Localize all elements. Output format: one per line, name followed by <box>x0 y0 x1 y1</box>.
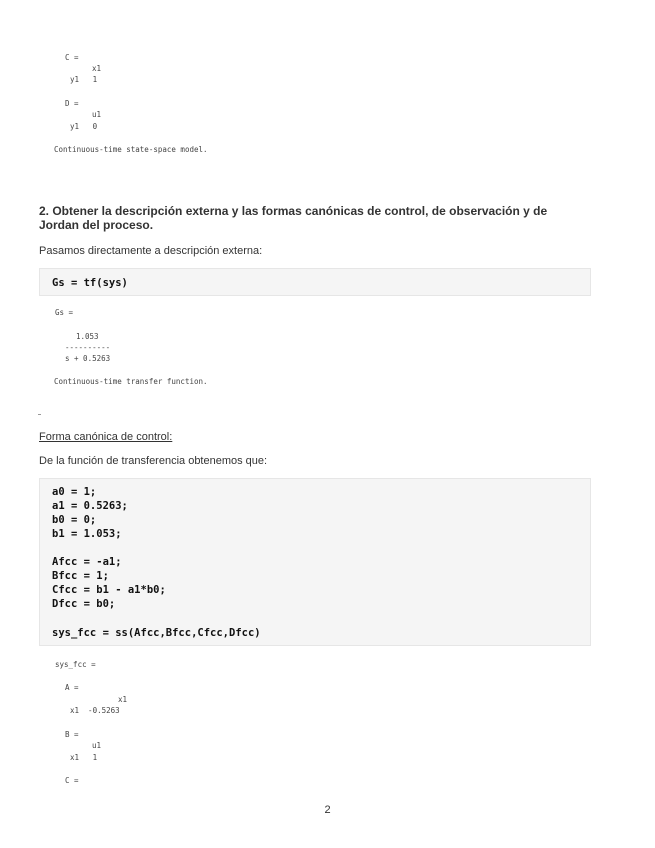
code-line: a1 = 0.5263; <box>52 500 128 512</box>
b-matrix-row: x1 1 <box>70 753 98 762</box>
code-block-control-form <box>39 478 591 646</box>
d-matrix-column-header: u1 <box>92 110 102 119</box>
sys-fcc-label: sys_fcc = <box>55 660 96 669</box>
code-line: b0 = 0; <box>52 514 97 526</box>
code-block-tf <box>39 268 591 296</box>
a-matrix-column-header: x1 <box>118 695 128 704</box>
subsection-title: Forma canónica de control: <box>39 431 173 443</box>
code-line: a0 = 1; <box>52 486 97 498</box>
gs-fraction-bar: ---------- <box>65 343 111 352</box>
gs-label: Gs = <box>55 308 74 317</box>
b-matrix-label: B = <box>65 730 79 739</box>
c-matrix-row: y1 1 <box>70 75 98 84</box>
code-line: Dfcc = b0; <box>52 598 116 610</box>
a-matrix-label: A = <box>65 683 79 692</box>
code-line: b1 = 1.053; <box>52 528 122 540</box>
gs-numerator: 1.053 <box>76 332 99 341</box>
section-heading: 2. Obtener la descripción externa y las formas canónicas de control, de observación y de Jordan del proceso. <box>39 204 548 232</box>
c-matrix-label-bottom: C = <box>65 776 79 785</box>
gs-denominator: s + 0.5263 <box>65 354 111 363</box>
code-line: sys_fcc = ss(Afcc,Bfcc,Cfcc,Dfcc) <box>52 627 261 639</box>
small-mark <box>38 414 41 415</box>
control-form-intro: De la función de transferencia obtenemos que: <box>39 455 268 467</box>
c-matrix-label: C = <box>65 53 79 62</box>
a-matrix-row: x1 -0.5263 <box>70 706 120 715</box>
state-space-model-note: Continuous-time state-space model. <box>54 145 208 154</box>
intro-paragraph: Pasamos directamente a descripción externa: <box>39 245 263 257</box>
code-line: Cfcc = b1 - a1*b0; <box>52 584 166 596</box>
c-matrix-column-header: x1 <box>92 64 102 73</box>
transfer-function-note: Continuous-time transfer function. <box>54 377 208 386</box>
d-matrix-row: y1 0 <box>70 122 98 131</box>
d-matrix-label: D = <box>65 99 79 108</box>
code-line: Afcc = -a1; <box>52 556 122 568</box>
code-line: Gs = tf(sys) <box>52 277 128 289</box>
b-matrix-column-header: u1 <box>92 741 102 750</box>
page-number: 2 <box>324 804 331 816</box>
code-line: Bfcc = 1; <box>52 570 109 582</box>
